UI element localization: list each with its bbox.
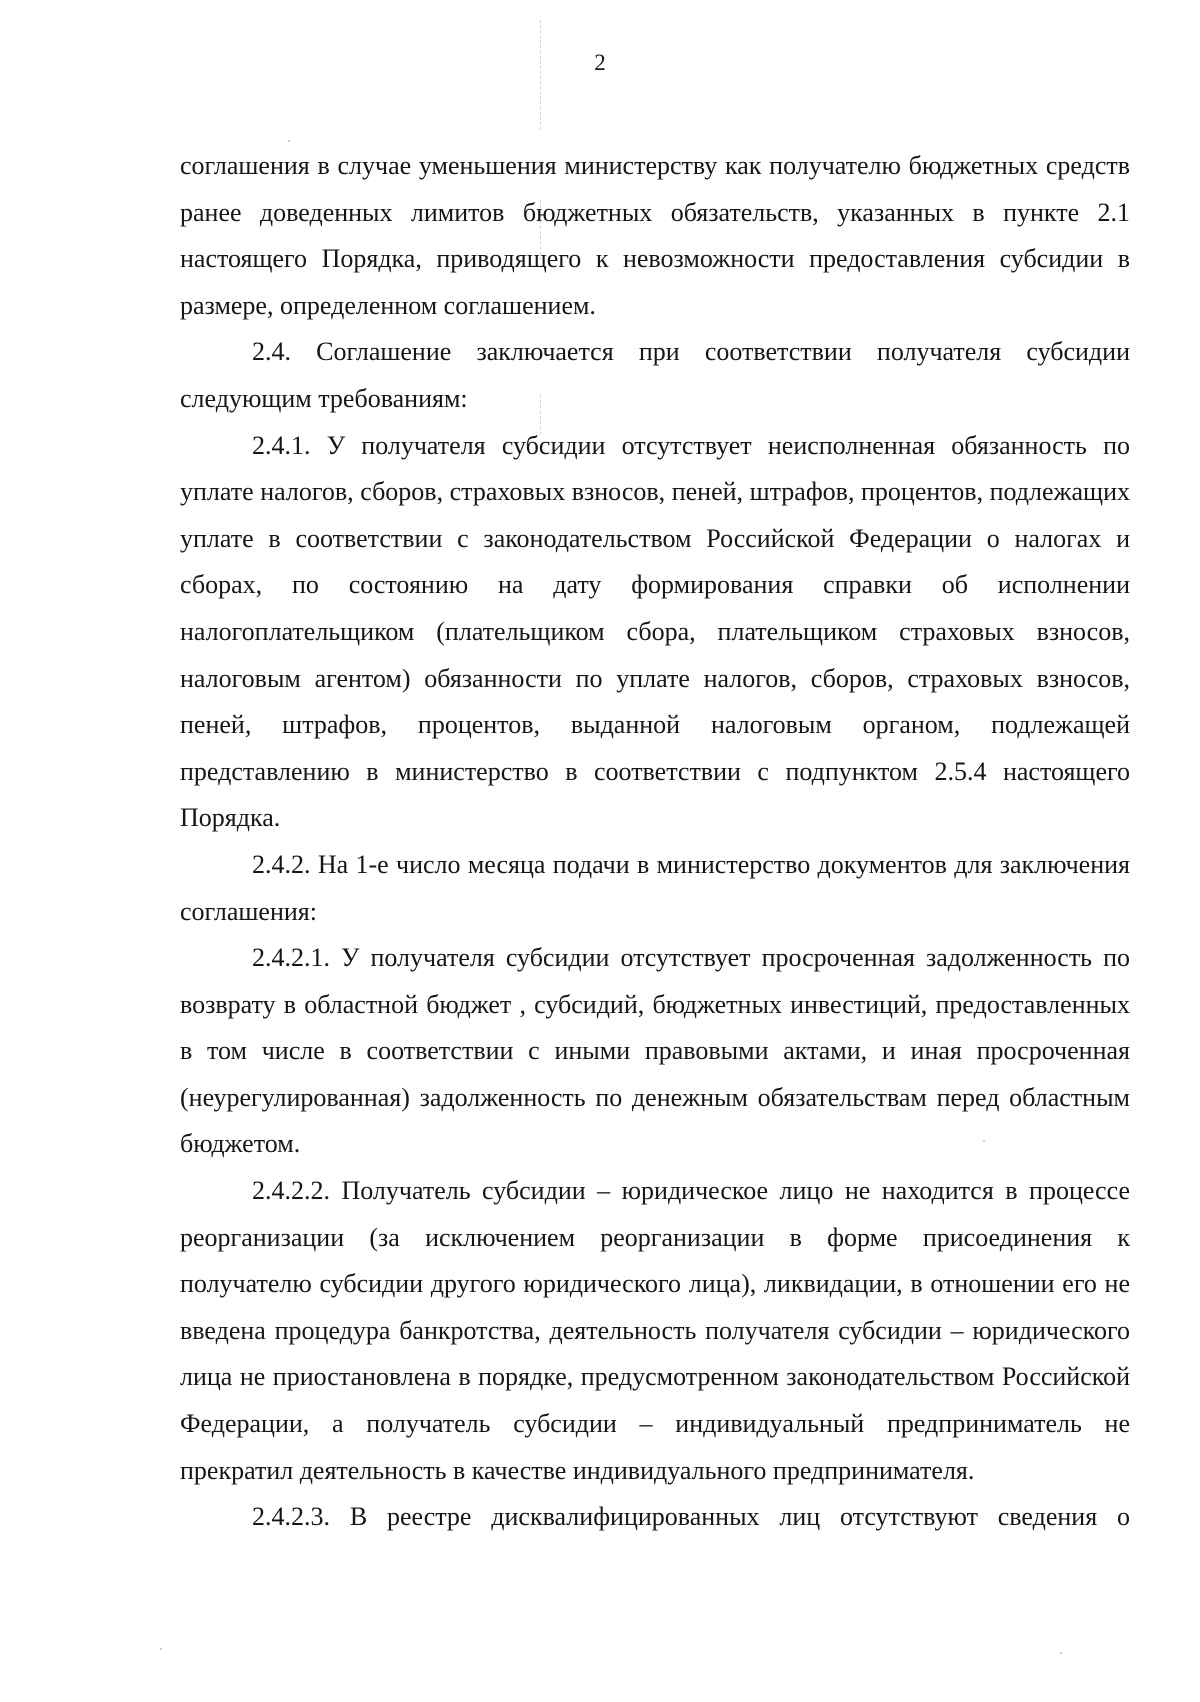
- paragraph-2-4-2: 2.4.2. На 1-е число месяца подачи в министерство документов для заключения соглашения:: [180, 849, 1130, 926]
- paragraph-2-4: 2.4. Соглашение заключается при соответствии получателя субсидии следующим требованиям:: [180, 337, 1130, 413]
- paragraph-2-4-2-3: 2.4.2.3. В реестре дисквалифицированных лиц отсутствуют сведения о: [252, 1502, 1130, 1532]
- paragraph-2-4-2-1: 2.4.2.1. У получателя субсидии отсутствует просроченная задолженность по возврату в областной бюджет , субсидий, бюджетных инвестиций, предоставленных в том числе в соответствии с иными правовыми актами, и иная просроченная (неурегулированная) задолженность по денежным обязательствам перед областным бюджетом.: [180, 943, 1130, 1159]
- page-number: 2: [594, 50, 606, 75]
- document-body: [180, 143, 1130, 1541]
- scan-speck: [288, 140, 290, 142]
- paragraph-2-4-2-2: 2.4.2.2. Получатель субсидии – юридическое лицо не находится в процессе реорганизации (за исключением реорганизации в форме присоединения к получателю субсидии другого юридического лица), ликвидации, в отношении его не введена процедура банкротства, деятельность получателя субсидии – юридического лица не приостановлена в порядке, предусмотренном законодательством Российской Федерации, а получатель субсидии – индивидуальный предприниматель не прекратил деятельность в качестве индивидуального предпринимателя.: [180, 1176, 1130, 1485]
- scan-speck: [1060, 1652, 1062, 1654]
- scan-speck: [160, 1648, 162, 1650]
- paragraph-2-4-1: 2.4.1. У получателя субсидии отсутствует неисполненная обязанность по уплате налогов, сборов, страховых взносов, пеней, штрафов, процентов, подлежащих уплате в соответствии с законодательством Российской Федерации о налогах и сборах, по состоянию на дату формирования справки об исполнении налогоплательщиком (плательщиком сбора, плательщиком страховых взносов, налоговым агентом) обязанности по уплате налогов, сборов, страховых взносов, пеней, штрафов, процентов, выданной налоговым органом, подлежащей представлению в министерство в соответствии с подпунктом 2.5.4 настоящего Порядка.: [180, 430, 1130, 833]
- paragraph-continuation: соглашения в случае уменьшения министерству как получателю бюджетных средств ранее доведенных лимитов бюджетных обязательств, указанных в пункте 2.1 настоящего Порядка, приводящего к невозможности предоставления субсидии в размере, определенном соглашением.: [180, 151, 1130, 320]
